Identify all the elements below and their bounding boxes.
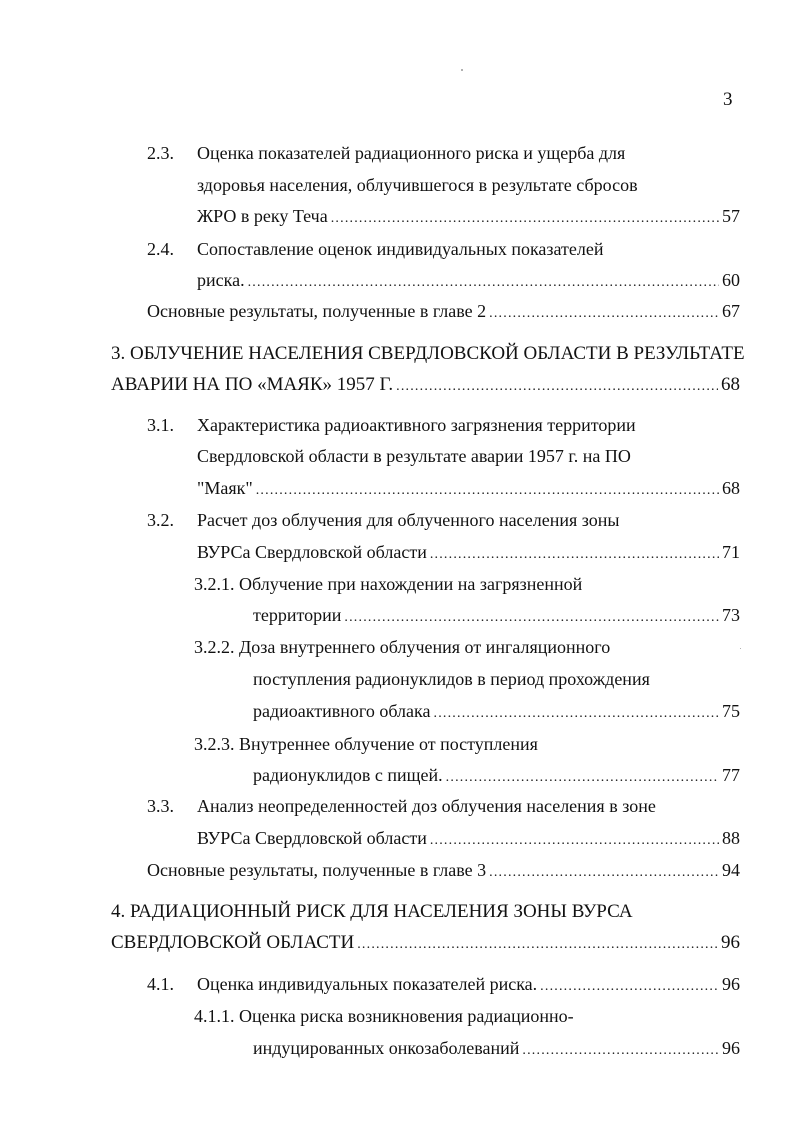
toc-number: 3.1. xyxy=(147,415,174,435)
toc-entry-results-ch2[interactable] xyxy=(147,302,740,321)
toc-entry-3-3-line-2[interactable] xyxy=(197,829,740,848)
toc-page-ref: 96 xyxy=(721,932,740,953)
toc-text: "Маяк" xyxy=(197,478,253,498)
toc-text: Характеристика радиоактивного загрязнения территории xyxy=(197,415,636,435)
toc-text: Расчет доз облучения для облученного населения зоны xyxy=(197,510,620,530)
toc-leader-dots xyxy=(357,938,718,952)
toc-text: здоровья населения, облучившегося в результате сбросов xyxy=(197,175,638,195)
toc-leader-dots xyxy=(331,212,719,226)
page-number: 3 xyxy=(723,89,733,110)
toc-text: Основные результаты, полученные в главе 2 xyxy=(147,301,487,321)
toc-entry-2-4-line-2[interactable] xyxy=(197,271,740,290)
toc-text: поступления радионуклидов в период прохождения xyxy=(253,669,650,689)
toc-text: территории xyxy=(253,605,342,625)
toc-entry-3-1-line-1 xyxy=(147,416,636,434)
toc-leader-dots xyxy=(248,276,719,290)
toc-page-ref: 60 xyxy=(722,270,740,290)
toc-leader-dots xyxy=(344,611,719,625)
toc-leader-dots xyxy=(489,307,719,321)
toc-leader-dots xyxy=(434,707,720,721)
toc-text: ВУРСа Свердловской области xyxy=(197,542,427,562)
toc-text: Оценка показателей радиационного риска и ущерба для xyxy=(197,143,626,163)
toc-page-ref: 67 xyxy=(722,301,740,321)
toc-page-ref: 68 xyxy=(722,478,740,498)
toc-entry-3-2-2-line-1 xyxy=(194,638,610,656)
toc-entry-3-2-line-2[interactable] xyxy=(197,543,740,562)
toc-entry-3-1-line-2 xyxy=(197,447,631,465)
toc-number: 3.3. xyxy=(147,796,174,816)
toc-text: индуцированных онкозаболеваний xyxy=(253,1038,520,1058)
toc-leader-dots xyxy=(430,548,719,562)
toc-text: радионуклидов с пищей. xyxy=(253,765,443,785)
toc-chapter-3-line-1 xyxy=(111,344,745,363)
toc-number: 4.1. xyxy=(147,974,174,994)
toc-entry-3-2-line-1 xyxy=(147,511,620,529)
toc-text: ЖРО в реку Теча xyxy=(197,206,328,226)
toc-text: 4. РАДИАЦИОННЫЙ РИСК ДЛЯ НАСЕЛЕНИЯ ЗОНЫ ВУРСА xyxy=(111,901,633,922)
toc-chapter-4-line-1 xyxy=(111,902,633,921)
toc-entry-3-2-3-line-2[interactable] xyxy=(253,766,740,785)
toc-entry-4-1[interactable] xyxy=(147,975,740,994)
toc-page-ref: 77 xyxy=(722,765,740,785)
toc-chapter-4-line-2[interactable] xyxy=(111,933,740,952)
toc-page-ref: 71 xyxy=(722,542,740,562)
toc-entry-2-3-line-3[interactable] xyxy=(197,207,740,226)
toc-entry-4-1-1-line-2[interactable] xyxy=(253,1039,740,1058)
toc-leader-dots xyxy=(396,380,718,394)
toc-leader-dots xyxy=(446,771,719,785)
toc-entry-3-2-1-line-2[interactable] xyxy=(253,606,740,625)
toc-leader-dots xyxy=(540,980,719,994)
toc-page-ref: 88 xyxy=(722,828,740,848)
toc-number: 2.4. xyxy=(147,239,174,259)
toc-entry-3-2-1-line-1 xyxy=(194,575,582,593)
toc-entry-2-3-line-2 xyxy=(197,176,638,194)
toc-text: 3. ОБЛУЧЕНИЕ НАСЕЛЕНИЯ СВЕРДЛОВСКОЙ ОБЛАСТИ В РЕЗУЛЬТАТЕ xyxy=(111,343,745,364)
toc-text: Свердловской области в результате аварии 1957 г. на ПО xyxy=(197,446,631,466)
toc-text: Сопоставление оценок индивидуальных показателей xyxy=(197,239,604,259)
toc-page-ref: 73 xyxy=(722,605,740,625)
scan-speck xyxy=(461,69,463,71)
toc-text: риска. xyxy=(197,270,245,290)
toc-entry-3-2-2-line-2 xyxy=(253,670,650,688)
toc-leader-dots xyxy=(430,834,719,848)
toc-page-ref: 96 xyxy=(722,1038,740,1058)
toc-text: 3.2.2. Доза внутреннего облучения от ингаляционного xyxy=(194,637,611,657)
toc-text: СВЕРДЛОВСКОЙ ОБЛАСТИ xyxy=(111,932,355,953)
toc-page-ref: 94 xyxy=(722,860,740,880)
toc-text: 4.1.1. Оценка риска возникновения радиационно- xyxy=(194,1006,574,1026)
toc-entry-2-3-line-1 xyxy=(147,144,625,162)
toc-text: Оценка индивидуальных показателей риска. xyxy=(197,974,538,994)
toc-leader-dots xyxy=(489,866,719,880)
toc-entry-results-ch3[interactable] xyxy=(147,861,740,880)
toc-leader-dots xyxy=(522,1044,719,1058)
toc-entry-2-4-line-1 xyxy=(147,240,604,258)
toc-entry-3-1-line-3[interactable] xyxy=(197,479,740,498)
toc-page-ref: 96 xyxy=(722,974,740,994)
toc-entry-3-2-2-line-3[interactable] xyxy=(253,702,740,721)
toc-leader-dots xyxy=(256,484,719,498)
toc-page-ref: 75 xyxy=(722,701,740,721)
toc-entry-4-1-1-line-1 xyxy=(194,1007,574,1025)
toc-text: радиоактивного облака xyxy=(253,701,431,721)
toc-text: 3.2.1. Облучение при нахождении на загрязненной xyxy=(194,574,583,594)
toc-text: Основные результаты, полученные в главе 3 xyxy=(147,860,487,880)
toc-text: Анализ неопределенностей доз облучения населения в зоне xyxy=(197,796,656,816)
toc-entry-3-3-line-1 xyxy=(147,797,656,815)
toc-text: 3.2.3. Внутреннее облучение от поступления xyxy=(194,734,538,754)
toc-chapter-3-line-2[interactable] xyxy=(111,375,740,394)
scan-speck xyxy=(740,648,741,649)
toc-page-ref: 68 xyxy=(721,374,740,395)
toc-number: 2.3. xyxy=(147,143,174,163)
toc-text: АВАРИИ НА ПО «МАЯК» 1957 Г. xyxy=(111,374,394,395)
toc-number: 3.2. xyxy=(147,510,174,530)
toc-text: ВУРСа Свердловской области xyxy=(197,828,427,848)
toc-page-ref: 57 xyxy=(722,206,740,226)
toc-entry-3-2-3-line-1 xyxy=(194,735,538,753)
